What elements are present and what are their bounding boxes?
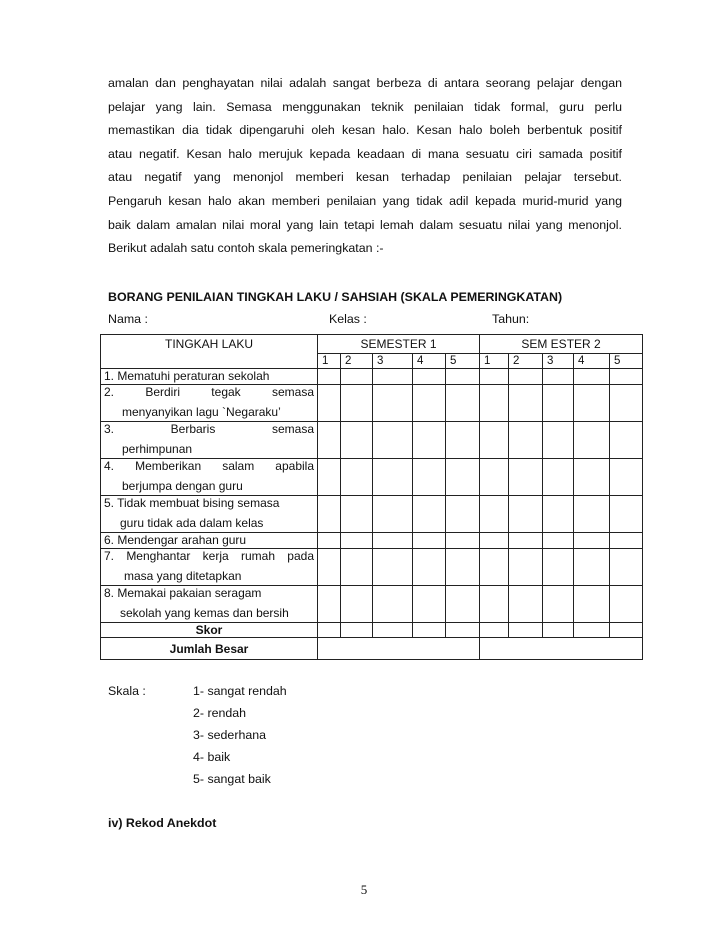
rating-cell[interactable] bbox=[413, 533, 446, 549]
rating-cell[interactable] bbox=[574, 549, 610, 586]
rating-cell[interactable] bbox=[543, 422, 574, 459]
behaviour-item: 2. Berdiri tegak semasa bbox=[104, 385, 314, 399]
rating-cell[interactable] bbox=[610, 549, 643, 586]
rating-cell[interactable] bbox=[480, 385, 509, 422]
rating-cell[interactable] bbox=[610, 623, 643, 638]
rating-cell[interactable] bbox=[509, 549, 543, 586]
rating-cell[interactable] bbox=[318, 496, 341, 533]
rating-cell[interactable] bbox=[610, 496, 643, 533]
rating-cell[interactable] bbox=[446, 533, 480, 549]
rating-cell[interactable] bbox=[373, 459, 413, 496]
paragraph-line: Pengaruh kesan halo akan memberi penilaian yang tidak adil kepada murid-murid yang bbox=[108, 193, 622, 208]
rating-cell[interactable] bbox=[446, 385, 480, 422]
scale-label: Skala : bbox=[108, 684, 146, 698]
rating-cell[interactable] bbox=[543, 623, 574, 638]
table-row bbox=[101, 533, 643, 549]
rating-cell[interactable] bbox=[341, 533, 373, 549]
behaviour-item: 5. Tidak membuat bising semasa bbox=[104, 496, 280, 510]
scale-number: 4 bbox=[413, 354, 446, 369]
tahun-label: Tahun: bbox=[492, 312, 530, 326]
semester2-total-cell[interactable] bbox=[480, 638, 643, 660]
total-label: Jumlah Besar bbox=[101, 638, 318, 660]
scale-number: 5 bbox=[446, 354, 480, 369]
table-row bbox=[101, 496, 643, 533]
table-row bbox=[101, 459, 643, 496]
rating-cell[interactable] bbox=[574, 623, 610, 638]
rating-cell[interactable] bbox=[543, 369, 574, 385]
paragraph-line: Berikut adalah satu contoh skala pemeringkatan :- bbox=[108, 241, 384, 256]
paragraph-line: atau negatif. Kesan halo merujuk kepada keadaan di mana sesuatu ciri samada positif bbox=[108, 146, 622, 161]
rating-cell[interactable] bbox=[509, 586, 543, 623]
rating-cell[interactable] bbox=[543, 533, 574, 549]
nama-label: Nama : bbox=[108, 312, 148, 326]
table-row bbox=[101, 422, 643, 459]
rating-cell[interactable] bbox=[509, 623, 543, 638]
behaviour-item-continued: perhimpunan bbox=[122, 442, 193, 456]
paragraph-line: pelajar yang lain. Semasa menggunakan teknik penilaian tidak formal, guru perlu bbox=[108, 99, 622, 114]
rating-cell[interactable] bbox=[413, 422, 446, 459]
rating-cell[interactable] bbox=[509, 533, 543, 549]
scale-number: 4 bbox=[574, 354, 610, 369]
rating-cell[interactable] bbox=[373, 586, 413, 623]
rating-cell[interactable] bbox=[446, 369, 480, 385]
scale-number: 1 bbox=[480, 354, 509, 369]
scale-item: 2- rendah bbox=[193, 706, 247, 720]
rating-cell[interactable] bbox=[543, 586, 574, 623]
rating-cell[interactable] bbox=[318, 623, 341, 638]
rating-cell[interactable] bbox=[480, 623, 509, 638]
form-title: BORANG PENILAIAN TINGKAH LAKU / SAHSIAH (SKALA PEMERINGKATAN) bbox=[108, 290, 563, 304]
scale-number: 5 bbox=[610, 354, 643, 369]
rating-cell[interactable] bbox=[574, 369, 610, 385]
rating-cell[interactable] bbox=[318, 459, 341, 496]
rating-cell[interactable] bbox=[446, 586, 480, 623]
rating-cell[interactable] bbox=[509, 459, 543, 496]
rating-cell[interactable] bbox=[446, 496, 480, 533]
semester1-header: SEMESTER 1 bbox=[318, 335, 480, 354]
table-row bbox=[101, 586, 643, 623]
body-paragraph bbox=[108, 72, 622, 261]
rating-cell[interactable] bbox=[480, 496, 509, 533]
rating-cell[interactable] bbox=[574, 422, 610, 459]
rating-cell[interactable] bbox=[373, 533, 413, 549]
scale-item: 1- sangat rendah bbox=[193, 684, 287, 698]
rating-cell[interactable] bbox=[373, 369, 413, 385]
rating-cell[interactable] bbox=[574, 459, 610, 496]
scale-item: 4- baik bbox=[193, 750, 231, 764]
behaviour-item: 3. Berbaris semasa bbox=[104, 422, 314, 436]
paragraph-line: amalan dan penghayatan nilai adalah sangat berbeza di antara seorang pelajar dengan bbox=[108, 76, 622, 90]
rating-cell[interactable] bbox=[341, 549, 373, 586]
rating-cell[interactable] bbox=[480, 586, 509, 623]
section-heading: iv) Rekod Anekdot bbox=[108, 816, 217, 830]
kelas-label: Kelas : bbox=[329, 312, 367, 326]
rating-cell[interactable] bbox=[341, 496, 373, 533]
rating-cell[interactable] bbox=[480, 533, 509, 549]
rating-cell[interactable] bbox=[318, 369, 341, 385]
rating-cell[interactable] bbox=[318, 586, 341, 623]
rating-cell[interactable] bbox=[574, 385, 610, 422]
scale-item: 3- sederhana bbox=[193, 728, 267, 742]
rating-cell[interactable] bbox=[509, 385, 543, 422]
page-number: 5 bbox=[360, 882, 368, 897]
scale-number: 1 bbox=[318, 354, 341, 369]
score-label: Skor bbox=[101, 623, 318, 638]
rating-cell[interactable] bbox=[574, 496, 610, 533]
table-row bbox=[101, 369, 643, 385]
rating-cell[interactable] bbox=[373, 549, 413, 586]
rating-cell[interactable] bbox=[480, 369, 509, 385]
total-row bbox=[101, 638, 643, 660]
rating-cell[interactable] bbox=[413, 385, 446, 422]
behaviour-item: 8. Memakai pakaian seragam bbox=[104, 586, 262, 600]
paragraph-line: atau negatif yang menonjol memberi kesan terhadap penilaian pelajar tersebut. bbox=[108, 170, 622, 185]
rating-cell[interactable] bbox=[413, 369, 446, 385]
score-row bbox=[101, 623, 643, 638]
rating-cell[interactable] bbox=[610, 459, 643, 496]
rating-cell[interactable] bbox=[509, 369, 543, 385]
behaviour-item: 6. Mendengar arahan guru bbox=[104, 533, 247, 547]
rating-cell[interactable] bbox=[318, 385, 341, 422]
rating-cell[interactable] bbox=[446, 459, 480, 496]
rating-cell[interactable] bbox=[413, 623, 446, 638]
rating-cell[interactable] bbox=[509, 422, 543, 459]
rating-cell[interactable] bbox=[373, 385, 413, 422]
rating-cell[interactable] bbox=[480, 459, 509, 496]
paragraph-line: memastikan dia tidak dipengaruhi oleh kesan halo. Kesan halo boleh berbentuk positif bbox=[108, 123, 622, 138]
paragraph-line: baik dalam amalan nilai moral yang lain tetapi lemah dalam sesuatu nilai yang menonjol. bbox=[108, 217, 622, 232]
rating-cell[interactable] bbox=[318, 422, 341, 459]
behaviour-column-header: TINGKAH LAKU bbox=[101, 335, 318, 369]
table-row bbox=[101, 385, 643, 422]
rating-cell[interactable] bbox=[373, 422, 413, 459]
rating-cell[interactable] bbox=[610, 385, 643, 422]
rating-cell[interactable] bbox=[509, 496, 543, 533]
rating-cell[interactable] bbox=[480, 422, 509, 459]
rating-cell[interactable] bbox=[543, 385, 574, 422]
behaviour-item: 1. Mematuhi peraturan sekolah bbox=[104, 369, 270, 383]
rating-cell[interactable] bbox=[610, 369, 643, 385]
rating-cell[interactable] bbox=[543, 496, 574, 533]
scale-item: 5- sangat baik bbox=[193, 772, 271, 786]
behaviour-item-continued: masa yang ditetapkan bbox=[124, 569, 242, 583]
semester1-total-cell[interactable] bbox=[318, 638, 480, 660]
behaviour-item-continued: berjumpa dengan guru bbox=[122, 479, 243, 493]
table-row bbox=[101, 549, 643, 586]
rating-cell[interactable] bbox=[446, 623, 480, 638]
rating-cell[interactable] bbox=[413, 586, 446, 623]
rating-cell[interactable] bbox=[341, 369, 373, 385]
rating-cell[interactable] bbox=[373, 496, 413, 533]
rating-cell[interactable] bbox=[341, 385, 373, 422]
scale-number: 3 bbox=[373, 354, 413, 369]
rating-cell[interactable] bbox=[318, 549, 341, 586]
rating-cell[interactable] bbox=[610, 533, 643, 549]
scale-number: 2 bbox=[341, 354, 373, 369]
rating-cell[interactable] bbox=[318, 533, 341, 549]
rating-cell[interactable] bbox=[610, 422, 643, 459]
rating-cell[interactable] bbox=[341, 586, 373, 623]
scale-number: 2 bbox=[509, 354, 543, 369]
rating-cell[interactable] bbox=[446, 422, 480, 459]
behaviour-item-continued: guru tidak ada dalam kelas bbox=[120, 516, 264, 530]
behaviour-item-continued: menyanyikan lagu `Negaraku’ bbox=[122, 405, 281, 419]
behaviour-item: 7. Menghantar kerja rumah pada bbox=[104, 549, 314, 563]
rating-cell[interactable] bbox=[543, 549, 574, 586]
semester2-header: SEM ESTER 2 bbox=[480, 335, 643, 354]
rating-cell[interactable] bbox=[413, 549, 446, 586]
scale-number: 3 bbox=[543, 354, 574, 369]
rating-table bbox=[100, 334, 643, 660]
rating-cell[interactable] bbox=[543, 459, 574, 496]
rating-cell[interactable] bbox=[341, 459, 373, 496]
behaviour-item: 4. Memberikan salam apabila bbox=[104, 459, 314, 473]
rating-cell[interactable] bbox=[446, 549, 480, 586]
behaviour-item-continued: sekolah yang kemas dan bersih bbox=[120, 606, 289, 620]
rating-cell[interactable] bbox=[574, 586, 610, 623]
rating-cell[interactable] bbox=[574, 533, 610, 549]
rating-cell[interactable] bbox=[341, 623, 373, 638]
rating-cell[interactable] bbox=[413, 496, 446, 533]
rating-cell[interactable] bbox=[610, 586, 643, 623]
rating-cell[interactable] bbox=[413, 459, 446, 496]
rating-cell[interactable] bbox=[480, 549, 509, 586]
rating-cell[interactable] bbox=[341, 422, 373, 459]
rating-cell[interactable] bbox=[373, 623, 413, 638]
